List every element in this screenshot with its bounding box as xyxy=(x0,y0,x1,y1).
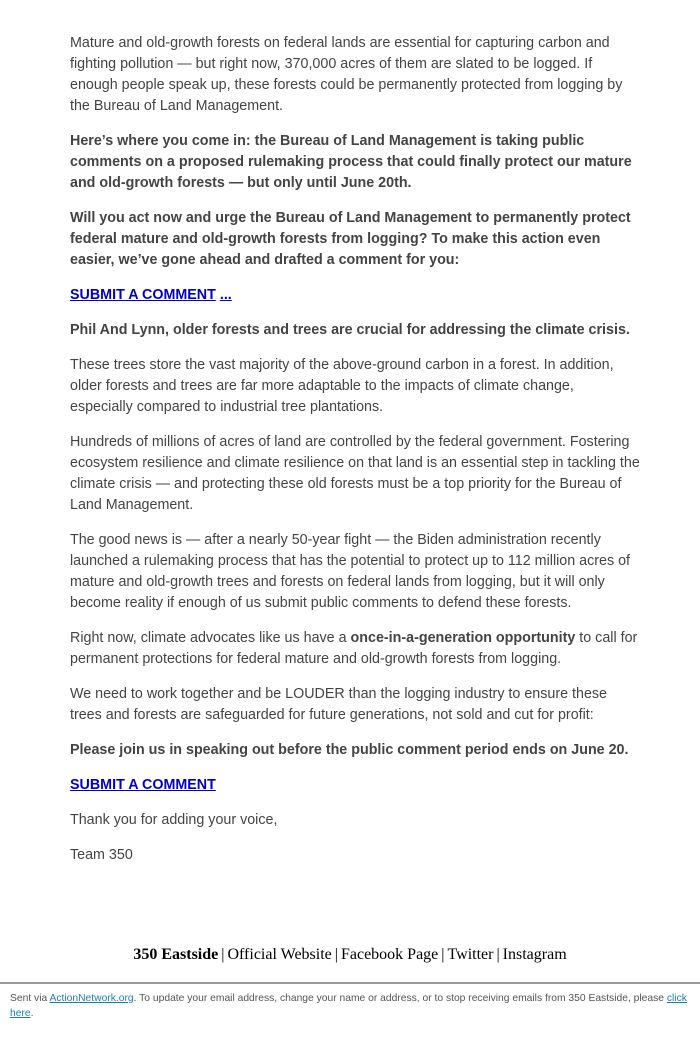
footer-separator: | xyxy=(496,946,500,963)
footer-link-facebook[interactable]: Facebook Page xyxy=(340,946,439,963)
thanks-line: Thank you for adding your voice, xyxy=(70,812,278,828)
opportunity-paragraph xyxy=(70,628,640,670)
cta-block-2 xyxy=(70,775,640,796)
footnote xyxy=(10,991,690,1021)
opportunity-text-before: Right now, climate advocates like us have a xyxy=(70,630,351,646)
footer-link-twitter[interactable]: Twitter xyxy=(447,946,494,963)
footer-link-official-website[interactable]: Official Website xyxy=(227,946,332,963)
submit-comment-link-2[interactable]: SUBMIT A COMMENT xyxy=(70,777,216,793)
federal-paragraph: Hundreds of millions of acres of land are controlled by the federal government. Fostering ecosystem resilience and climate resilience on that land is an essential step in tackling the climate crisis — and protecting these old forests must be a top priority for the Bureau of Land Management. xyxy=(70,434,640,513)
greeting-paragraph: Phil And Lynn, older forests and trees are crucial for addressing the climate crisis. xyxy=(70,322,630,338)
intro-paragraph: Mature and old-growth forests on federal lands are essential for capturing carbon and fighting pollution — but right now, 370,000 acres of them are slated to be logged. If enough people speak up, these forests could be permanently protected from logging by the Bureau of Land Management. xyxy=(70,35,623,114)
submit-comment-ellipsis-link[interactable]: ... xyxy=(219,287,232,303)
call-in-paragraph: Here’s where you come in: the Bureau of Land Management is taking public comments on a proposed rulemaking process that could finally protect our mature and old-growth forests — but only until June 20th. xyxy=(70,133,632,191)
good-news-paragraph: The good news is — after a nearly 50-year fight — the Biden administration recently launched a rulemaking process that has the potential to protect up to 112 million acres of mature and old-growth trees and forests on federal lands from logging, but it will only become reality if enough of us submit public comments to defend these forests. xyxy=(70,532,631,611)
email-body xyxy=(70,33,640,880)
footer-divider xyxy=(0,982,700,984)
louder-paragraph: We need to work together and be LOUDER than the logging industry to ensure these trees and forests are safeguarded for future generations, not sold and cut for profit: xyxy=(70,686,607,723)
footer-separator: | xyxy=(221,946,225,963)
submit-comment-link[interactable]: SUBMIT A COMMENT xyxy=(70,287,216,303)
footnote-prefix: Sent via xyxy=(10,993,50,1004)
signoff-line: Team 350 xyxy=(70,847,133,863)
opportunity-text-after: to call for permanent protections for federal mature and old-growth forests from logging. xyxy=(70,630,638,667)
footer-separator: | xyxy=(441,946,445,963)
opportunity-highlight: once-in-a-generation opportunity xyxy=(350,630,576,646)
join-paragraph: Please join us in speaking out before the public comment period ends on June 20. xyxy=(70,742,629,758)
footnote-suffix: . xyxy=(30,1008,34,1019)
footer-separator: | xyxy=(334,946,338,963)
cta-block-1 xyxy=(70,285,640,306)
unsubscribe-link[interactable]: click here xyxy=(10,993,687,1019)
ask-paragraph: Will you act now and urge the Bureau of Land Management to permanently protect federal mature and old-growth forests from logging? To make this action even easier, we’ve gone ahead and drafted a comment for you: xyxy=(70,210,631,268)
footer-links xyxy=(0,944,700,966)
carbon-paragraph: These trees store the vast majority of the above-ground carbon in a forest. In addition, older forests and trees are far more adaptable to the impacts of climate change, especially compared to industrial tree plantations. xyxy=(70,357,614,415)
footer-org-name: 350 Eastside xyxy=(133,946,219,963)
action-network-link[interactable]: ActionNetwork.org xyxy=(49,993,134,1004)
footnote-middle: . To update your email address, change your name or address, or to stop receiving emails from 350 Eastside, please xyxy=(133,993,667,1004)
footer-link-instagram[interactable]: Instagram xyxy=(502,946,567,963)
